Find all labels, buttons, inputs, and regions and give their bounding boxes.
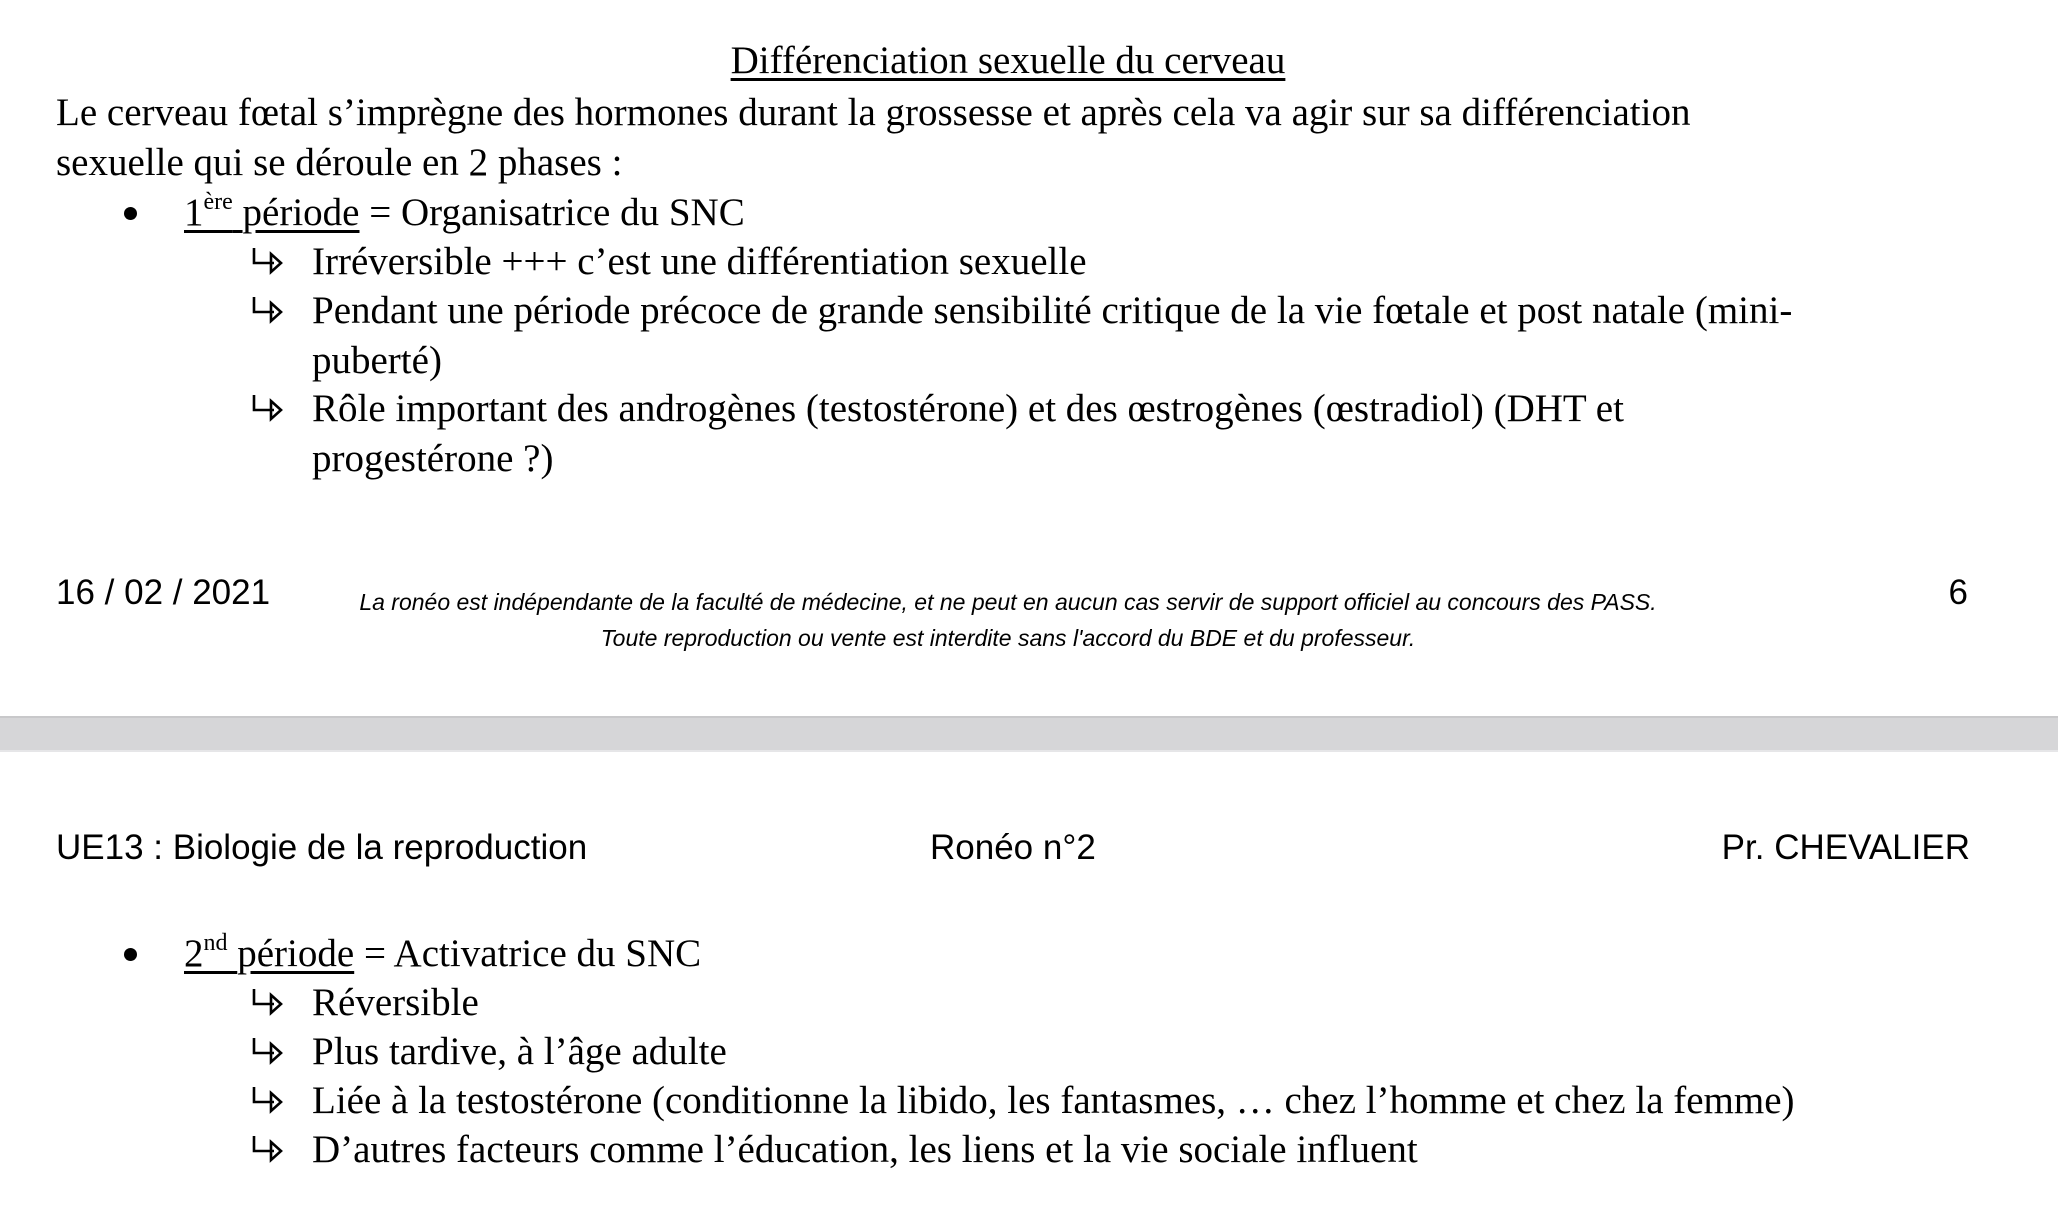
period-2-description: = Activatrice du SNC (354, 932, 702, 975)
page-separator (0, 716, 2058, 752)
arrow-return-icon (250, 392, 286, 428)
footer-date: 16 / 02 / 2021 (56, 573, 271, 612)
period-1-item (312, 384, 1952, 484)
arrow-return-icon (250, 294, 286, 330)
period-2-item: Plus tardive, à l’âge adulte (312, 1030, 727, 1073)
page-number: 6 (1948, 573, 1968, 612)
arrow-return-icon (250, 986, 286, 1022)
disclaimer-line: La ronéo est indépendante de la faculté de médecine, et ne peut en aucun cas servir de support officiel au concours des PASS. (359, 589, 1657, 615)
header-professor: Pr. CHEVALIER (1721, 828, 1970, 867)
period-1-description: = Organisatrice du SNC (359, 191, 745, 234)
footer-disclaimer (0, 584, 2016, 656)
item-line: Pendant une période précoce de grande sensibilité critique de la vie fœtale et post natale (mini- (312, 289, 1793, 332)
period-2-item: Liée à la testostérone (conditionne la libido, les fantasmes, … chez l’homme et chez la femme) (312, 1079, 1795, 1122)
arrow-return-icon (250, 1035, 286, 1071)
period-2-item: Réversible (312, 981, 479, 1024)
bullet-icon (124, 207, 137, 220)
item-line: Rôle important des androgènes (testostérone) et des œstrogènes (œstradiol) (DHT et (312, 387, 1624, 430)
header-course: UE13 : Biologie de la reproduction (56, 828, 588, 867)
item-line: progestérone ?) (312, 437, 554, 480)
intro-paragraph (56, 88, 1956, 188)
bullet-icon (124, 948, 137, 961)
period-2-heading (184, 929, 701, 979)
arrow-return-icon (250, 245, 286, 281)
disclaimer-line: Toute reproduction ou vente est interdite sans l'accord du BDE et du professeur. (600, 625, 1416, 651)
period-2-label: 2nd période (184, 930, 355, 975)
period-1-heading (184, 188, 745, 238)
arrow-return-icon (250, 1084, 286, 1120)
period-2-item: D’autres facteurs comme l’éducation, les liens et la vie sociale influent (312, 1128, 1418, 1171)
period-1-label: 1ère période (184, 189, 360, 234)
item-line: puberté) (312, 339, 442, 382)
intro-line-2: sexuelle qui se déroule en 2 phases : (56, 141, 623, 184)
period-1-item (312, 286, 1952, 386)
intro-line-1: Le cerveau fœtal s’imprègne des hormones durant la grossesse et après cela va agir sur sa différenciation (56, 91, 1691, 134)
arrow-return-icon (250, 1133, 286, 1169)
header-roneo: Ronéo n°2 (930, 828, 1096, 867)
section-title: Différenciation sexuelle du cerveau (730, 39, 1286, 82)
period-1-item: Irréversible +++ c’est une différentiation sexuelle (312, 240, 1087, 283)
